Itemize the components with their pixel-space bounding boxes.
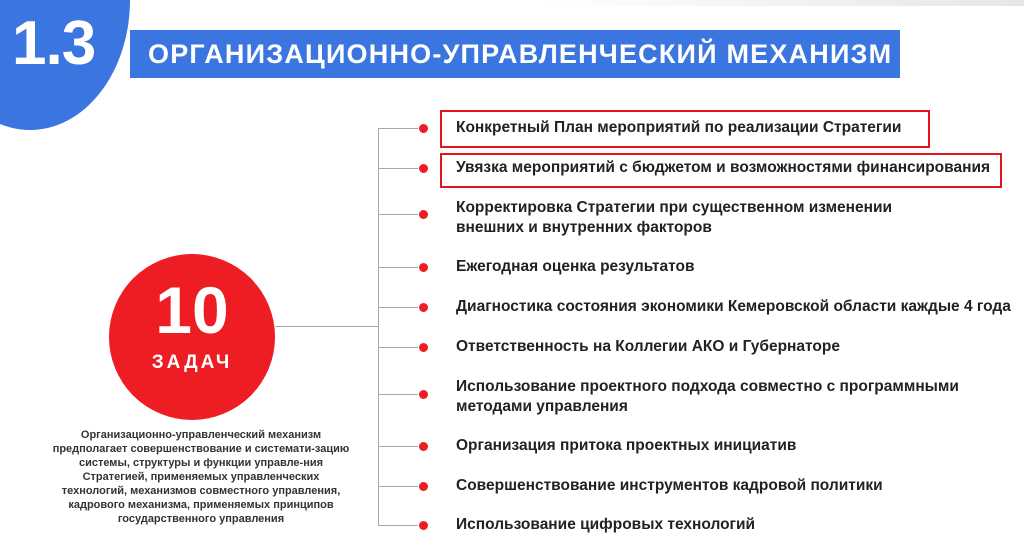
bullet-dot-icon xyxy=(419,164,428,173)
task-item-9: Совершенствование инструментов кадровой политики xyxy=(456,477,883,494)
item-tick xyxy=(378,394,418,395)
mechanism-description: Организационно-управленческий механизм предполагает совершенствование и системати-зацию системы, структуры и функции управле-ния Стратегией, применяемых управленческих технологий, механизмов совместного управления, кадрового механизма, применяемых принципов государственного управления xyxy=(52,429,350,525)
item-tick xyxy=(378,486,418,487)
task-item-1: Конкретный План мероприятий по реализации Стратегии xyxy=(456,119,902,136)
item-tick xyxy=(378,267,418,268)
task-item-5: Диагностика состояния экономики Кемеровской области каждые 4 года xyxy=(456,298,1011,315)
task-item-6: Ответственность на Коллегии АКО и Губернаторе xyxy=(456,338,840,355)
section-number: 1.3 xyxy=(12,9,96,78)
bullet-dot-icon xyxy=(419,390,428,399)
item-tick xyxy=(378,347,418,348)
bullet-dot-icon xyxy=(419,124,428,133)
item-tick xyxy=(378,525,418,526)
task-item-3 xyxy=(456,198,892,238)
item-tick xyxy=(378,307,418,308)
task-item-2: Увязка мероприятий с бюджетом и возможностями финансирования xyxy=(456,159,991,176)
item-tick xyxy=(378,128,418,129)
task-item-7-line-2: методами управления xyxy=(456,398,628,415)
item-tick xyxy=(378,446,418,447)
tasks-label: ЗАДАЧ xyxy=(151,352,233,373)
task-item-3-line-2: внешних и внутренних факторов xyxy=(456,219,712,236)
task-item-8: Организация притока проектных инициатив xyxy=(456,437,797,454)
task-item-7 xyxy=(456,377,959,417)
bullet-dot-icon xyxy=(419,210,428,219)
tasks-count: 10 xyxy=(155,273,229,347)
task-item-3-line-1: Корректировка Стратегии при существенном изменении xyxy=(456,199,893,216)
page-title: ОРГАНИЗАЦИОННО-УПРАВЛЕНЧЕСКИЙ МЕХАНИЗМ xyxy=(148,39,893,69)
bullet-dot-icon xyxy=(419,343,428,352)
badge-connector-line xyxy=(275,326,379,327)
top-decor-strip xyxy=(545,0,1024,6)
bullet-dot-icon xyxy=(419,482,428,491)
task-item-7-line-1: Использование проектного подхода совместно с программными xyxy=(456,378,959,395)
item-tick xyxy=(378,214,418,215)
bullet-dot-icon xyxy=(419,521,428,530)
tasks-badge xyxy=(109,254,275,420)
bullet-dot-icon xyxy=(419,303,428,312)
bullet-dot-icon xyxy=(419,263,428,272)
tasks-spine-line xyxy=(378,128,379,525)
task-item-4: Ежегодная оценка результатов xyxy=(456,258,695,275)
bullet-dot-icon xyxy=(419,442,428,451)
item-tick xyxy=(378,168,418,169)
task-item-10: Использование цифровых технологий xyxy=(456,516,756,533)
